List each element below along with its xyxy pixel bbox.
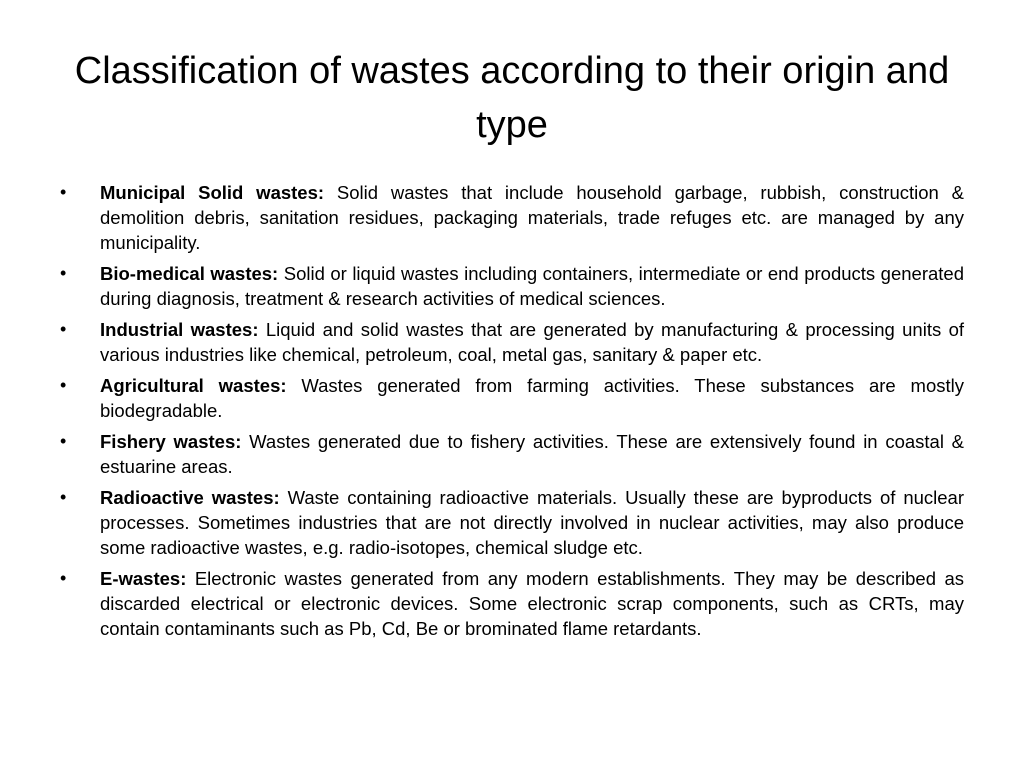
bullet-bio-medical-wastes	[60, 261, 964, 311]
bullet-icon: •	[60, 182, 67, 202]
bullet-term: Agricultural wastes:	[100, 375, 302, 396]
bullet-term: Bio-medical wastes:	[100, 263, 284, 284]
bullet-e-wastes	[60, 566, 964, 641]
bullet-text: Wastes generated from farming activities. These substances are mostly biodegradable.	[100, 375, 964, 421]
bullet-municipal-solid-wastes	[60, 180, 964, 255]
bullet-term: Radioactive wastes:	[100, 487, 288, 508]
bullet-text: Electronic wastes generated from any modern establishments. They may be described as discarded electrical or electronic devices. Some electronic scrap components, such as CRTs, may contain contaminants such as Pb, Cd, Be or brominated flame retardants.	[100, 568, 964, 639]
bullet-term: E-wastes:	[100, 568, 195, 589]
bullet-term: Municipal Solid wastes:	[100, 182, 337, 203]
bullet-term: Fishery wastes:	[100, 431, 250, 452]
bullet-text: Waste containing radioactive materials. Usually these are byproducts of nuclear processes. Sometimes industries that are not directly involved in nuclear activities, may also produce some radioactive wastes, e.g. radio-isotopes, chemical sludge etc.	[100, 487, 965, 558]
bullet-radioactive-wastes	[60, 485, 964, 560]
bullet-icon: •	[60, 431, 67, 451]
bullet-icon: •	[60, 487, 67, 507]
bullet-fishery-wastes	[60, 429, 964, 479]
bullet-text: Liquid and solid wastes that are generated by manufacturing & processing units of various industries like chemical, petroleum, coal, metal gas, sanitary & paper etc.	[100, 319, 965, 365]
bullet-industrial-wastes	[60, 317, 964, 367]
bullet-list	[60, 180, 964, 647]
bullet-term: Industrial wastes:	[100, 319, 266, 340]
bullet-icon: •	[60, 319, 67, 339]
bullet-icon: •	[60, 375, 67, 395]
bullet-text: Solid wastes that include household garbage, rubbish, construction & demolition debris, sanitation residues, packaging materials, trade refuges etc. are managed by any municipality.	[100, 182, 964, 253]
bullet-text: Solid or liquid wastes including containers, intermediate or end products generated during diagnosis, treatment & research activities of medical sciences.	[100, 263, 964, 309]
bullet-text: Wastes generated due to fishery activities. These are extensively found in coastal & estuarine areas.	[100, 431, 964, 477]
bullet-icon: •	[60, 263, 67, 283]
bullet-icon: •	[60, 568, 67, 588]
slide-title: Classification of wastes according to their origin and type	[74, 50, 950, 146]
bullet-agricultural-wastes	[60, 373, 964, 423]
